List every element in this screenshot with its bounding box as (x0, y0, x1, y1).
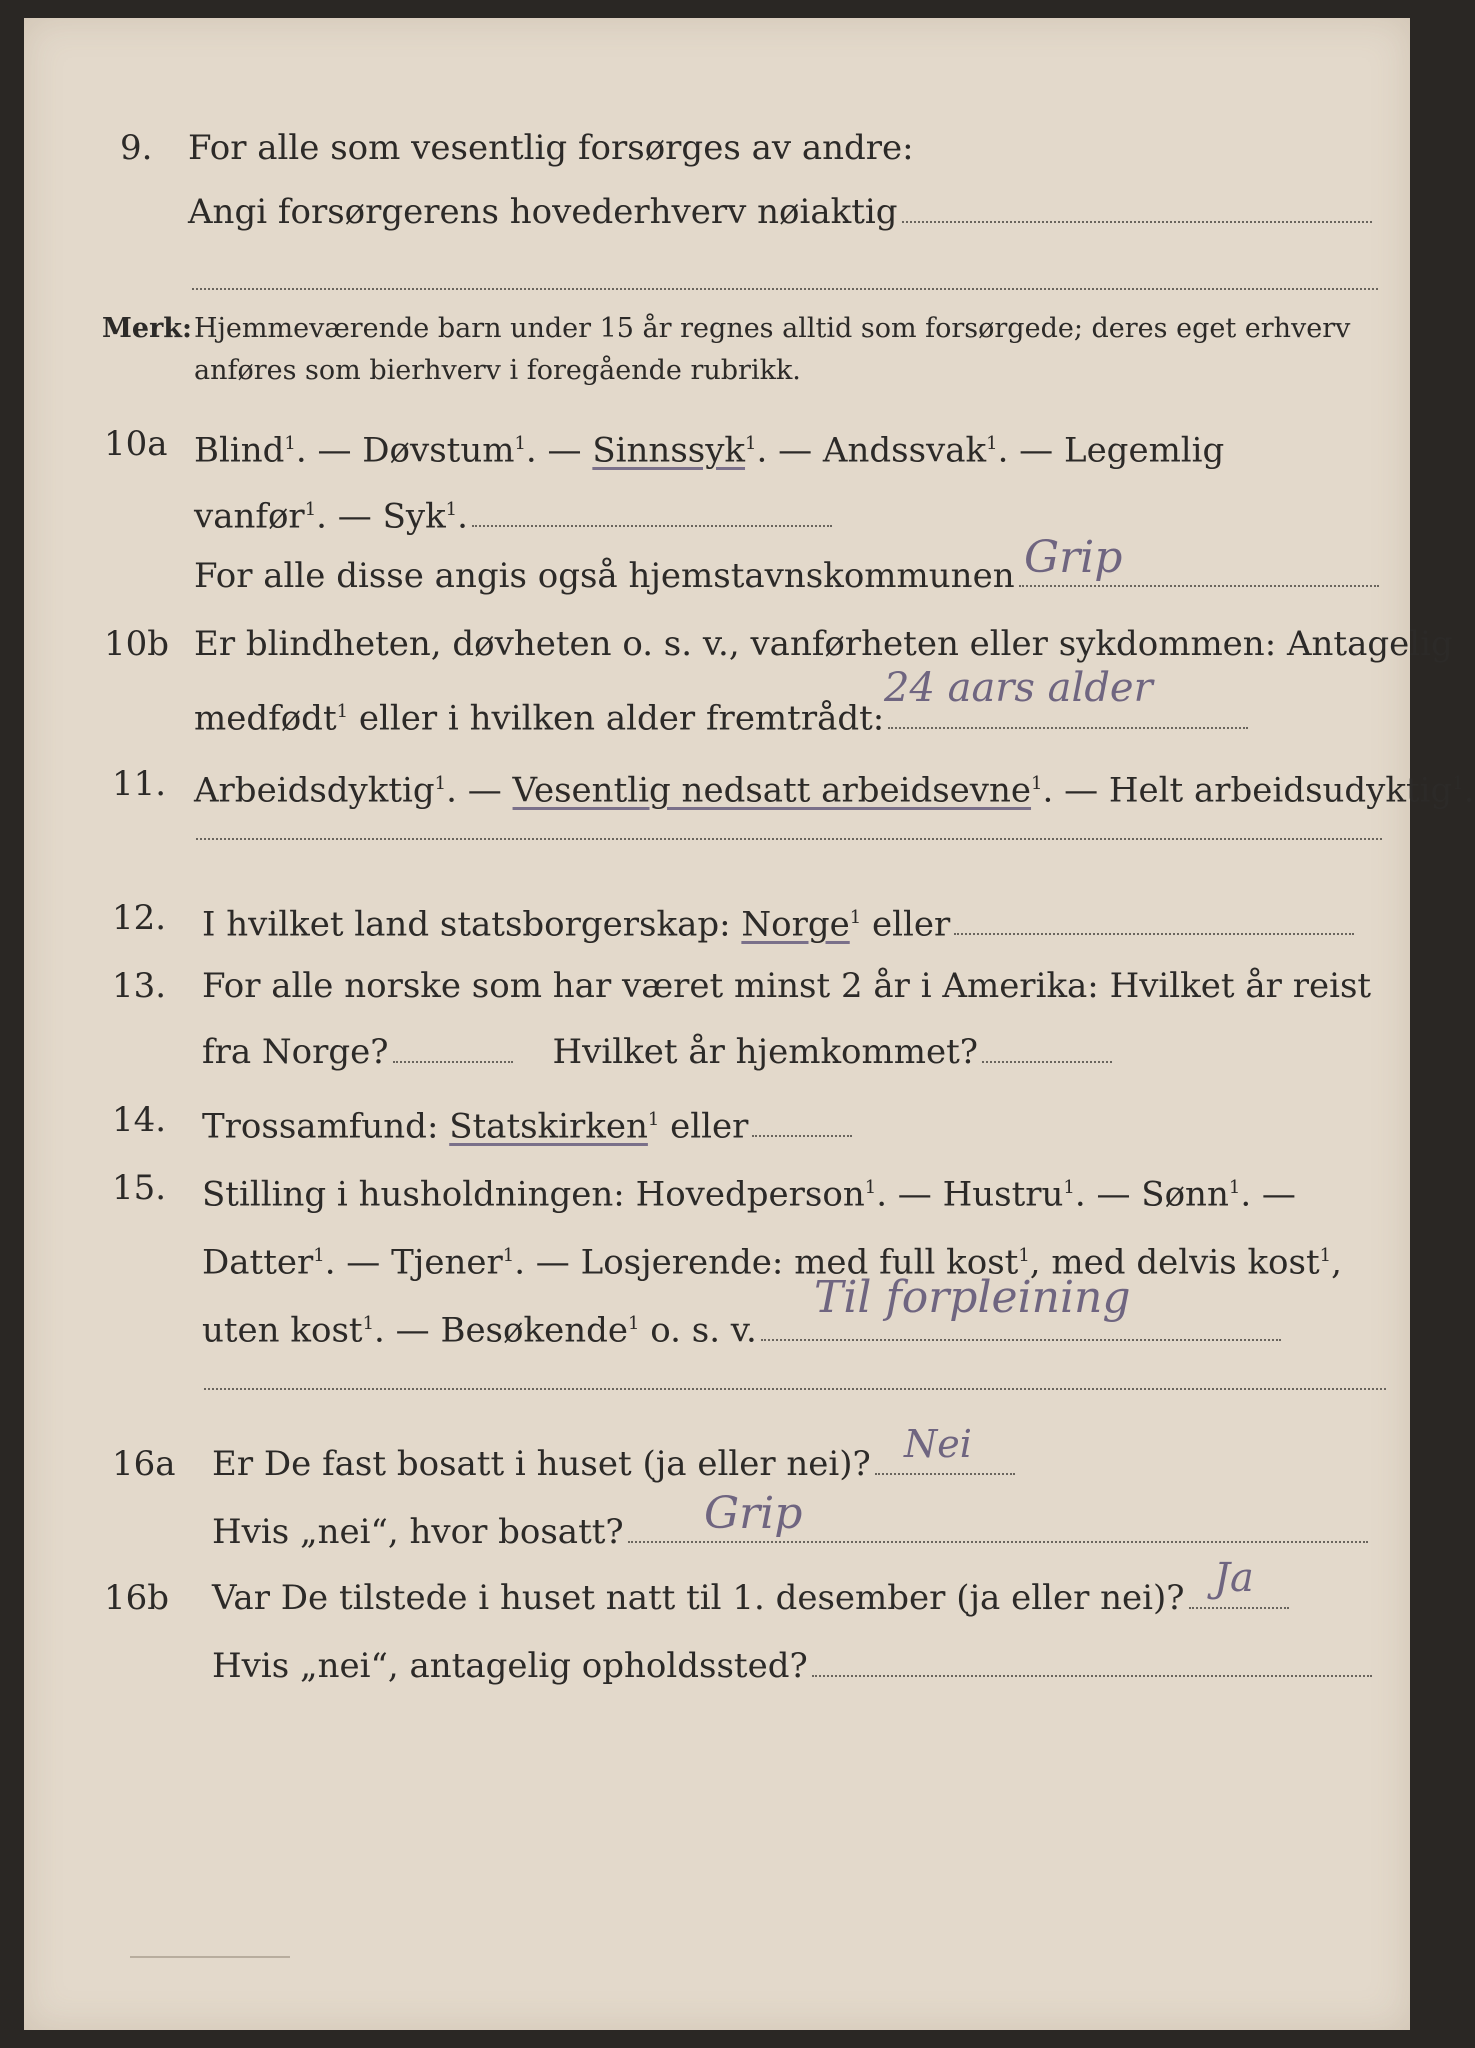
q15-handwritten-answer: Til forpleining (814, 1272, 1131, 1323)
footnote-mark: 1 (986, 433, 998, 454)
q9-answer-line[interactable] (902, 221, 1372, 223)
q16b-number: 16b (104, 1578, 170, 1618)
q12-number: 12. (112, 898, 167, 938)
q12-label: I hvilket land statsborgerskap: (202, 904, 742, 945)
q13-number: 13. (112, 966, 167, 1006)
merk-line2: anføres som bierhverv i foregående rubrikk. (194, 355, 801, 386)
q16b-line2 (212, 1636, 1372, 1696)
q16b-line1 (212, 1568, 1289, 1628)
q10a-number: 10a (104, 424, 168, 464)
q15-line1 (202, 1158, 1296, 1218)
footnote-mark: 1 (1319, 1245, 1332, 1266)
q13-line2 (202, 1022, 1112, 1082)
q12-norge-marked: Norge (741, 904, 850, 945)
q14-statskirken-marked: Statskirken (449, 1106, 648, 1147)
q10a-period: . (457, 496, 468, 537)
q15-answer-line[interactable] (761, 1339, 1281, 1341)
q13-reist-label: fra Norge? (202, 1032, 389, 1072)
q10b-alder-label: eller i hvilken alder fremtrådt: (348, 698, 885, 739)
q15-losjerende: . — Losjerende: med full kost (514, 1242, 1019, 1283)
footnote-mark: 1 (647, 1109, 660, 1130)
q13-reist-line[interactable] (393, 1061, 513, 1063)
q10a-dash: . — (525, 430, 593, 471)
q9-label: Angi forsørgerens hovederhverv nøiaktig (188, 192, 898, 232)
q15-hovedperson: Stilling i husholdningen: Hovedperson (202, 1174, 865, 1215)
footnote-mark: 1 (1063, 1177, 1075, 1198)
q10b-line1: Er blindheten, døvheten o. s. v., vanførheten eller sykdommen: Antagelig (194, 624, 1453, 664)
q13-hjemkommet-line[interactable] (982, 1061, 1112, 1063)
q11-number: 11. (112, 764, 167, 804)
q11-line1 (194, 754, 1475, 814)
footnote-mark: 1 (514, 433, 526, 454)
q14-number: 14. (112, 1100, 167, 1140)
footnote-mark: 1 (434, 773, 447, 794)
q10b-answer-line[interactable] (888, 727, 1248, 729)
q10a-answer-line[interactable] (472, 525, 832, 527)
footnote-mark: 1 (1452, 773, 1464, 794)
q15-tjener: . — Tjener (324, 1242, 503, 1283)
q15-sonn: . — Sønn (1074, 1174, 1229, 1215)
q11-nedsatt-marked: Vesentlig nedsatt arbeidsevne (512, 770, 1032, 811)
footnote-mark: 1 (284, 433, 296, 454)
q9-extra-line[interactable] (192, 288, 1378, 290)
q15-delvis-kost: , med delvis kost (1029, 1242, 1320, 1283)
footnote-mark: 1 (362, 1313, 375, 1334)
q15-besokende: . — Besøkende (374, 1310, 628, 1351)
q16a-handwritten-answer2: Grip (704, 1488, 803, 1539)
q15-datter: Datter (202, 1242, 314, 1283)
q10a-syk: . — Syk (316, 496, 446, 537)
census-form-page (24, 18, 1475, 2030)
q15-comma: , (1331, 1242, 1342, 1283)
q15-line2 (202, 1226, 1342, 1286)
q10a-andssvak: . — Andssvak (756, 430, 987, 471)
q16a-handwritten-answer1: Nei (904, 1422, 972, 1466)
q15-osv: o. s. v. (639, 1310, 757, 1351)
footnote-mark: 1 (445, 499, 458, 520)
footnote-mark: 1 (336, 701, 349, 722)
footnote-mark: 1 (864, 1177, 877, 1198)
footnote-mark: 1 (313, 1245, 325, 1266)
q10a-line3 (194, 546, 1379, 606)
q11-period: . (1463, 770, 1475, 811)
footnote-mark: 1 (745, 433, 757, 454)
q12-answer-line[interactable] (954, 933, 1354, 935)
q14-label: Trossamfund: (202, 1106, 450, 1147)
merk-label: Merk: (102, 313, 192, 344)
footnote-mark: 1 (1228, 1177, 1241, 1198)
q15-hustru: . — Hustru (876, 1174, 1064, 1215)
q10a-line1 (194, 414, 1224, 474)
q10a-vanfor: vanfør (194, 496, 305, 537)
q12-eller: eller (861, 904, 951, 945)
q9-line2 (188, 182, 1372, 242)
q9-line1: For alle som vesentlig forsørges av andre: (188, 128, 914, 168)
q11-dash: . — (446, 770, 513, 811)
q13-line1: For alle norske som har været minst 2 år i Amerika: Hvilket år reist (202, 966, 1372, 1006)
q11-arbeidsdyktig: Arbeidsdyktig (194, 770, 435, 811)
q12-line1 (202, 888, 1354, 948)
q10a-line2 (194, 480, 832, 540)
q15-dash: . — (1240, 1174, 1296, 1215)
q10a-legemlig: . — Legemlig (997, 430, 1225, 471)
footnote-mark: 1 (1018, 1245, 1030, 1266)
q10a-sinnssyk-marked: Sinnssyk (592, 430, 746, 471)
q10b-medfodt: medfødt (194, 698, 337, 739)
q16a-line1 (212, 1434, 1015, 1494)
q16b-handwritten-answer1: Ja (1214, 1555, 1254, 1601)
q14-answer-line[interactable] (752, 1135, 852, 1137)
q16b-answer-line[interactable] (812, 1675, 1372, 1677)
q16a-hvor-label: Hvis „nei“, hvor bosatt? (212, 1512, 624, 1552)
merk-line1: Hjemmeværende barn under 15 år regnes alltid som forsørgede; deres eget erhverv (194, 313, 1351, 344)
footnote-mark: 1 (1031, 773, 1043, 794)
q15-number: 15. (112, 1168, 167, 1208)
q10a-dovstum: . — Døvstum (295, 430, 515, 471)
bottom-smudge (130, 1956, 290, 1958)
q11-extra-line[interactable] (196, 838, 1382, 840)
q15-extra-line[interactable] (204, 1388, 1386, 1390)
q14-line1 (202, 1090, 852, 1150)
q10b-handwritten-answer: 24 aars alder (884, 665, 1153, 711)
footnote-mark: 1 (849, 907, 862, 928)
footnote-mark: 1 (628, 1313, 640, 1334)
q9-number: 9. (120, 128, 153, 168)
q15-uten-kost: uten kost (202, 1310, 363, 1351)
q10a-blind: Blind (194, 430, 285, 471)
footnote-mark: 1 (502, 1245, 515, 1266)
q11-arbeidsudyktig: . — Helt arbeidsudyktig (1042, 770, 1453, 811)
q13-hjemkommet-label: Hvilket år hjemkommet? (552, 1032, 979, 1072)
q10a-handwritten-answer: Grip (1024, 532, 1123, 583)
q10a-hjemstavn-label: For alle disse angis også hjemstavnskommunen (194, 556, 1015, 596)
q10b-number: 10b (104, 624, 170, 664)
q14-eller: eller (659, 1106, 749, 1147)
q16a-bosatt-label: Er De fast bosatt i huset (ja eller nei)? (212, 1444, 871, 1484)
q16a-number: 16a (112, 1444, 176, 1484)
footnote-mark: 1 (304, 499, 317, 520)
q16b-opholdssted-label: Hvis „nei“, antagelig opholdssted? (212, 1646, 808, 1686)
q16b-tilstede-label: Var De tilstede i huset natt til 1. desember (ja eller nei)? (212, 1578, 1185, 1618)
